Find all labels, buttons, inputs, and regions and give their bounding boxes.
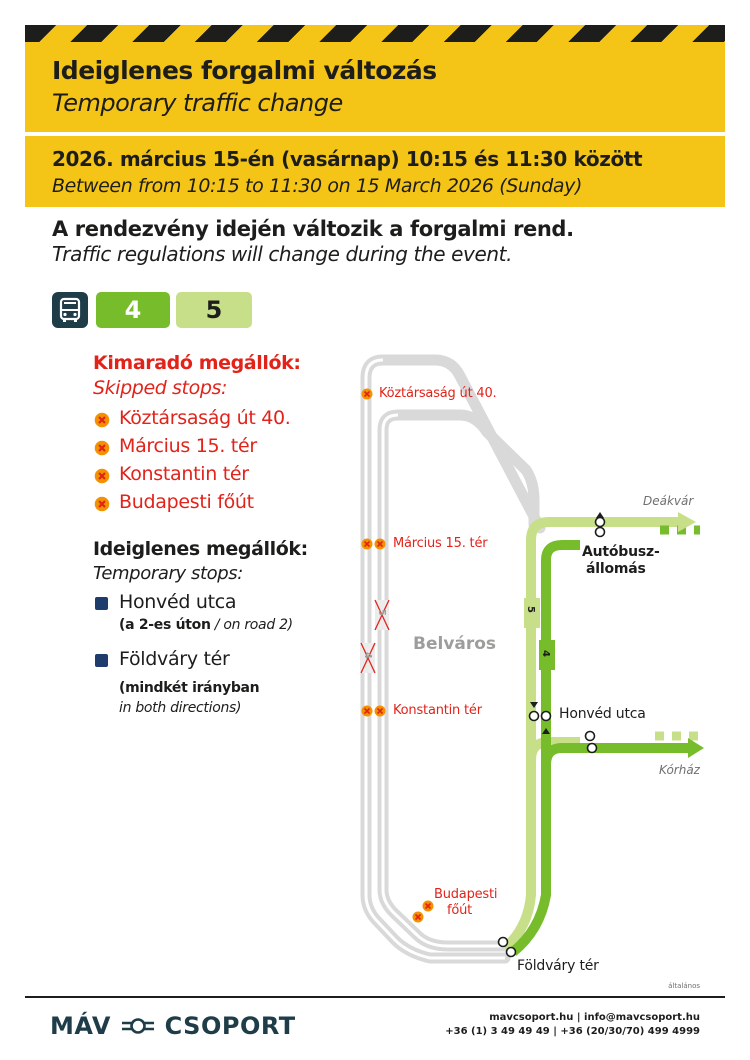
arrow-deakvar (678, 512, 696, 532)
skipped-stop-item: Március 15. tér (119, 435, 257, 457)
temporary-stop-item: Honvéd utca (119, 591, 237, 613)
arrow-korhaz (688, 738, 704, 758)
contact-web-email[interactable]: mavcsoport.hu | info@mavcsoport.hu (489, 1012, 700, 1023)
temporary-stop-item: Földváry tér (119, 648, 230, 670)
direction-deakvar: Deákvár (643, 494, 694, 508)
temporary-stops-title-hu: Ideiglenes megállók: (93, 538, 308, 560)
map-label-honved: Honvéd utca (559, 706, 646, 722)
route-badge-5: 5 (176, 292, 252, 328)
line-5-tag-label: 5 (524, 606, 536, 613)
notice-english: Traffic regulations will change during the event. (52, 242, 513, 266)
map-label-foldvary: Földváry tér (517, 958, 599, 974)
skipped-stops-title-en: Skipped stops: (93, 377, 227, 399)
note-en: / on road 2) (210, 617, 293, 633)
brand-left: MÁV (50, 1012, 111, 1040)
cancelled-line-5-label: 5 (375, 609, 387, 616)
map-temporary-stop-icons (499, 512, 605, 957)
contact-phones: +36 (1) 3 49 49 49 | +36 (20/30/70) 499 4999 (445, 1026, 700, 1037)
footer-divider (25, 996, 725, 998)
map-label-fout: főút (447, 903, 473, 918)
brand-right: CSOPORT (164, 1012, 296, 1040)
route-badge-4: 4 (96, 292, 170, 328)
skipped-stops-title-hu: Kimaradó megállók: (93, 352, 301, 374)
temporary-stops-title-en: Temporary stops: (93, 563, 243, 584)
note-hu: (a 2-es úton (119, 617, 211, 633)
title-hungarian: Ideiglenes forgalmi változás (52, 56, 437, 85)
brand-logo (50, 1012, 296, 1040)
title-english: Temporary traffic change (52, 89, 343, 117)
footnote: általános (668, 982, 700, 990)
district-label: Belváros (413, 634, 497, 654)
map-label-budapesti: Budapesti (434, 887, 498, 902)
map-label-koztarsasag: Köztársaság út 40. (379, 386, 497, 401)
map-label-autobusz: Autóbusz- (582, 544, 660, 560)
skipped-stop-item: Konstantin tér (119, 463, 249, 485)
map-label-konstantin: Konstantin tér (393, 703, 482, 718)
temporary-stop-note-en: in both directions) (119, 700, 242, 716)
original-route-road (366, 360, 540, 958)
map-label-marcius: Március 15. tér (393, 536, 488, 551)
cancelled-line-4-label: 4 (361, 652, 373, 659)
footer-contact (445, 1011, 700, 1039)
skipped-stop-item: Köztársaság út 40. (119, 407, 291, 429)
date-english: Between from 10:15 to 11:30 on 15 March 2026 (Sunday) (52, 175, 582, 197)
line-4-tag-label: 4 (539, 650, 551, 657)
mav-logo-icon (120, 1016, 156, 1036)
direction-korhaz: Kórház (659, 763, 700, 777)
date-hungarian: 2026. március 15-én (vasárnap) 10:15 és 11:30 között (52, 147, 643, 171)
temporary-stop-note: (mindkét irányban (119, 680, 260, 696)
skipped-stop-item: Budapesti főút (119, 491, 254, 513)
map-label-allomas: állomás (586, 561, 646, 577)
notice-hungarian: A rendezvény idején változik a forgalmi rend. (52, 217, 574, 241)
